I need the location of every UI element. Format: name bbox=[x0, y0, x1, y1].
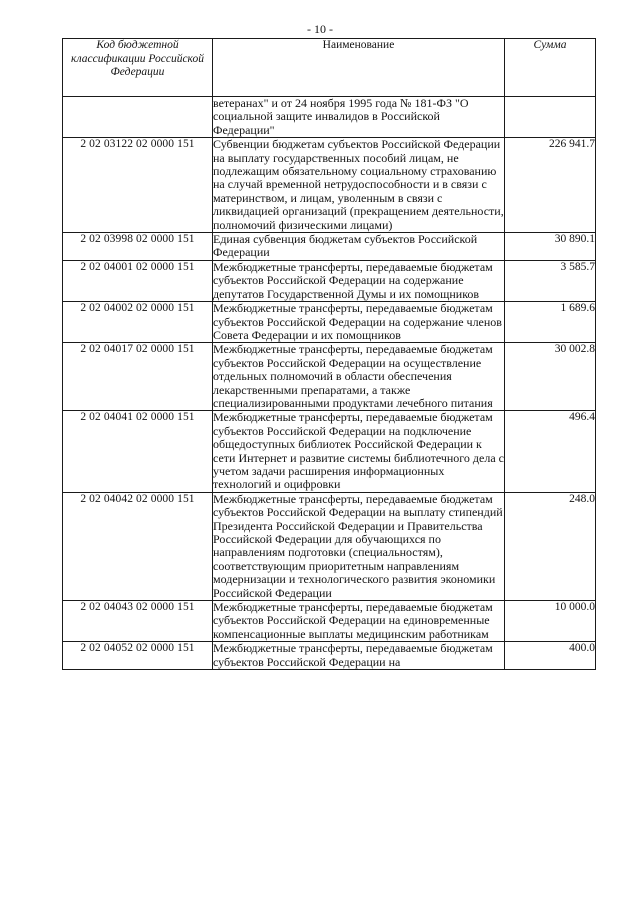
row-name: Межбюджетные трансферты, передаваемые бюджетам субъектов Российской Федерации на bbox=[213, 642, 505, 670]
row-code: 2 02 04043 02 0000 151 bbox=[63, 601, 213, 642]
row-code: 2 02 04017 02 0000 151 bbox=[63, 343, 213, 411]
row-name: ветеранах" и от 24 ноября 1995 года № 181-ФЗ "О социальной защите инвалидов в Российской Федерации" bbox=[213, 97, 505, 138]
row-name: Межбюджетные трансферты, передаваемые бюджетам субъектов Российской Федерации на осуществление отдельных полномочий в области обеспечения лекарственными препаратами, а также специализированными продуктами лечебного питания bbox=[213, 343, 505, 411]
table-row bbox=[63, 492, 596, 600]
row-code: 2 02 04052 02 0000 151 bbox=[63, 642, 213, 670]
row-sum: 400.0 bbox=[505, 642, 596, 670]
row-sum: 3 585.7 bbox=[505, 260, 596, 301]
row-code bbox=[63, 97, 213, 138]
row-sum: 10 000.0 bbox=[505, 601, 596, 642]
table-row bbox=[63, 233, 596, 261]
header-sum: Сумма bbox=[505, 39, 596, 97]
table-row bbox=[63, 601, 596, 642]
budget-table bbox=[62, 38, 596, 670]
row-name: Единая субвенция бюджетам субъектов Российской Федерации bbox=[213, 233, 505, 261]
row-name: Межбюджетные трансферты, передаваемые бюджетам субъектов Российской Федерации на содержание депутатов Государственной Думы и их помощников bbox=[213, 260, 505, 301]
row-name: Межбюджетные трансферты, передаваемые бюджетам субъектов Российской Федерации на подключение общедоступных библиотек Российской Федерации к сети Интернет и развитие системы библиотечного дела с учетом задачи расширения информационных технологий и оцифровки bbox=[213, 410, 504, 492]
table-row bbox=[63, 343, 596, 411]
table-row bbox=[63, 411, 596, 492]
row-name: Межбюджетные трансферты, передаваемые бюджетам субъектов Российской Федерации на выплату стипендий Президента Российской Федерации и Правительства Российской Федерации для обучающихся по направлениям подготовки (специальностям), соответствующим приоритетным направлениям модернизации и технологического развития экономики Российской Федерации bbox=[213, 491, 503, 600]
row-name: Межбюджетные трансферты, передаваемые бюджетам субъектов Российской Федерации на единовременные компенсационные выплаты медицинским работникам bbox=[213, 601, 505, 642]
row-code: 2 02 04041 02 0000 151 bbox=[63, 411, 213, 492]
page-number: - 10 - bbox=[307, 22, 333, 36]
row-code: 2 02 04002 02 0000 151 bbox=[63, 302, 213, 343]
row-name: Межбюджетные трансферты, передаваемые бюджетам субъектов Российской Федерации на содержание членов Совета Федерации и их помощников bbox=[213, 302, 505, 343]
row-sum: 1 689.6 bbox=[505, 302, 596, 343]
table-row bbox=[63, 260, 596, 301]
row-sum: 30 890.1 bbox=[505, 233, 596, 261]
row-sum: 496.4 bbox=[505, 411, 596, 492]
row-code: 2 02 04042 02 0000 151 bbox=[63, 492, 213, 600]
header-name: Наименование bbox=[213, 39, 505, 97]
table-row bbox=[63, 302, 596, 343]
row-code: 2 02 03122 02 0000 151 bbox=[63, 138, 213, 233]
row-sum: 226 941.7 bbox=[505, 138, 596, 233]
table-row bbox=[63, 97, 596, 138]
row-sum bbox=[505, 97, 596, 138]
row-name: Субвенции бюджетам субъектов Российской Федерации на выплату государственных пособий лицам, не подлежащим обязательному социальному страхованию на случай временной нетрудоспособности и в связи с материнством, и лицам, уволенным в связи с ликвидацией организаций (прекращением деятельности, полномочий физическими лицами) bbox=[213, 137, 504, 232]
table-row bbox=[63, 642, 596, 670]
row-code: 2 02 04001 02 0000 151 bbox=[63, 260, 213, 301]
table-row bbox=[63, 138, 596, 233]
row-code: 2 02 03998 02 0000 151 bbox=[63, 233, 213, 261]
row-sum: 30 002.8 bbox=[505, 343, 596, 411]
header-code: Код бюджетной классификации Российской Федерации bbox=[63, 39, 213, 97]
table-header-row bbox=[63, 39, 596, 97]
row-sum: 248.0 bbox=[505, 492, 596, 600]
